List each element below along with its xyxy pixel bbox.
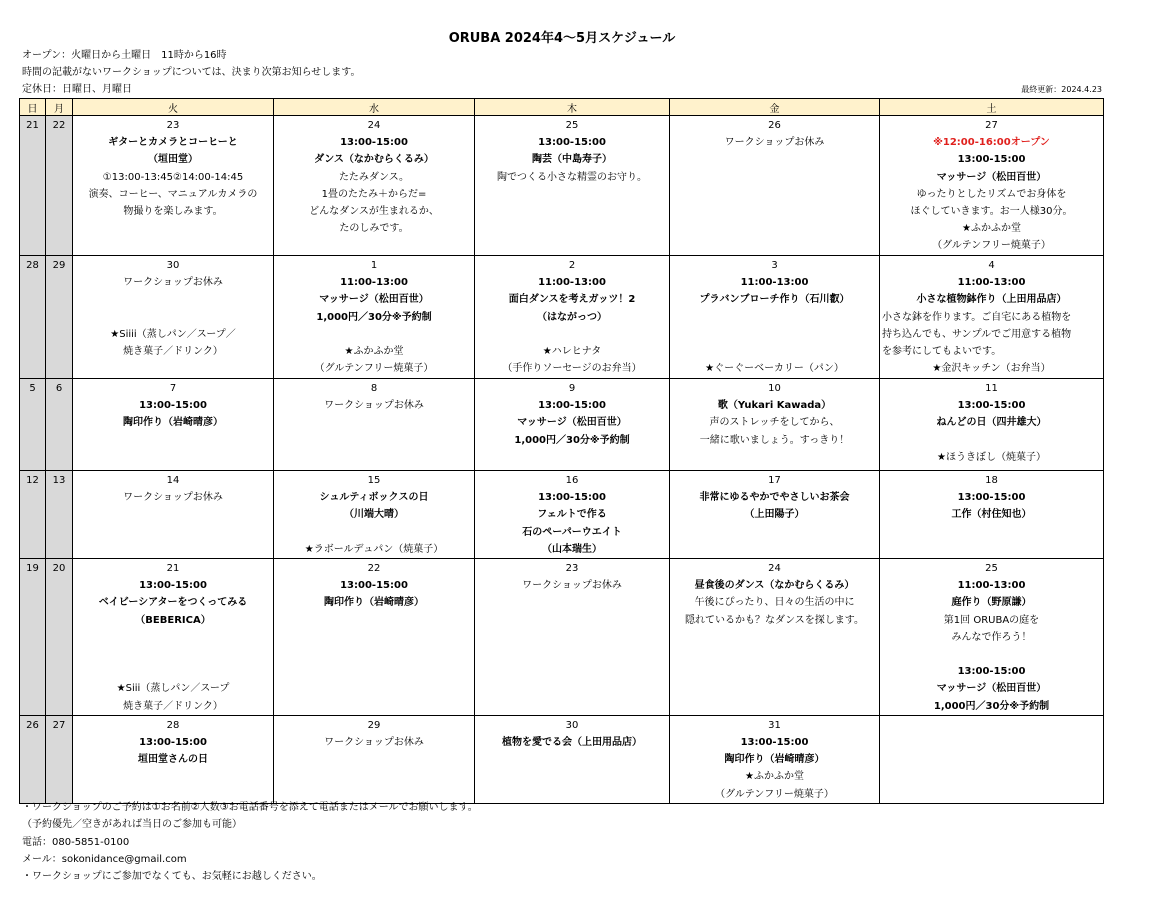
schedule-line: たのしみです。 xyxy=(339,223,409,235)
schedule-line xyxy=(73,663,273,680)
schedule-line: （山本瑞生） xyxy=(542,543,602,555)
day-number: 15 xyxy=(367,475,381,486)
schedule-line: ★ほうきぼし（焼菓子） xyxy=(937,451,1046,463)
schedule-line: 13:00-15:00 xyxy=(957,492,1026,504)
day-cell-fri xyxy=(670,559,880,716)
day-cell-thu xyxy=(475,471,670,559)
schedule-line: 1,000円／30分※予約制 xyxy=(514,434,630,446)
schedule-line: みんなで作ろう！ xyxy=(951,631,1032,643)
schedule-line: ほぐしていきます。お一人様30分。 xyxy=(910,206,1073,218)
schedule-line xyxy=(670,343,879,360)
sunday-date: 26 xyxy=(20,715,46,803)
week-row xyxy=(20,471,1104,559)
schedule-line: ワークショップお休み xyxy=(724,137,825,149)
schedule-line: ★ふかふか堂 xyxy=(962,223,1021,235)
day-cell-tue xyxy=(73,116,274,256)
day-cell-wed xyxy=(274,559,475,716)
schedule-line: 11:00-13:00 xyxy=(740,277,809,289)
schedule-line: ワークショップお休み xyxy=(522,580,622,592)
schedule-line xyxy=(880,646,1103,663)
closed-days-text: 定休日：日曜日、月曜日 xyxy=(22,84,132,95)
schedule-line: 隠れているかも？なダンスを探します。 xyxy=(685,614,864,626)
day-number: 4 xyxy=(988,260,995,271)
schedule-line: マッサージ（松田百世） xyxy=(319,294,429,306)
day-number: 29 xyxy=(367,719,381,731)
schedule-line: 陶印作り（岩崎晴彦） xyxy=(724,754,825,766)
week-row xyxy=(20,116,1104,256)
schedule-line: 焼き菓子／ドリンク） xyxy=(123,700,223,712)
schedule-line: ※12:00-16:00オープン xyxy=(933,137,1050,149)
schedule-line xyxy=(73,309,273,326)
schedule-line xyxy=(73,291,273,308)
monday-date: 13 xyxy=(46,471,73,559)
schedule-line: 1,000円／30分※予約制 xyxy=(316,311,432,323)
day-number: 1 xyxy=(370,260,378,271)
sunday-date: 19 xyxy=(20,559,46,716)
schedule-line: 1,000円／30分※予約制 xyxy=(933,700,1050,712)
opening-hours-text: オープン：火曜日から土曜日 11時から16時 xyxy=(22,50,227,61)
day-cell-sat xyxy=(880,559,1104,716)
day-cell-sat xyxy=(880,715,1104,803)
schedule-line: 植物を愛でる会（上田用品店） xyxy=(502,737,642,749)
day-number: 10 xyxy=(768,383,781,394)
day-number: 30 xyxy=(565,719,579,731)
day-cell-fri xyxy=(670,715,880,803)
schedule-line: 13:00-15:00 xyxy=(957,666,1026,678)
sunday-date: 12 xyxy=(20,471,46,559)
schedule-line: 13:00-15:00 xyxy=(139,580,207,592)
day-number: 24 xyxy=(768,563,781,575)
schedule-line: ★金沢キッチン（お弁当） xyxy=(932,363,1051,375)
schedule-line: ねんどの日（四井雄大） xyxy=(936,417,1047,429)
day-cell-fri xyxy=(670,471,880,559)
schedule-line: 昼食後のダンス（なかむらくるみ） xyxy=(694,580,855,592)
schedule-line: ゆったりとしたリズムでお身体を xyxy=(916,188,1067,200)
day-number: 16 xyxy=(565,475,579,486)
schedule-line: 13:00-15:00 xyxy=(740,737,809,749)
schedule-line: 陶印作り（岩崎晴彦） xyxy=(123,417,223,429)
schedule-line: 1畳のたたみ＋からだ= xyxy=(321,188,427,200)
day-cell-tue xyxy=(73,379,274,471)
schedule-line: ギターとカメラとコーヒーと xyxy=(108,137,238,149)
schedule-line: シュルティボックスの日 xyxy=(319,492,429,504)
day-cell-sat xyxy=(880,379,1104,471)
schedule-line xyxy=(274,524,474,541)
schedule-line: 11:00-13:00 xyxy=(957,580,1026,592)
schedule-line: プラバンブローチ作り（石川叡） xyxy=(699,294,850,306)
schedule-line xyxy=(73,646,273,663)
day-cell-wed xyxy=(274,715,475,803)
reservation-note: ・ワークショップのご予約は①お名前②人数③お電話番号を添えて電話またはメールでお願いします。 xyxy=(22,802,478,813)
week-row xyxy=(20,559,1104,716)
last-updated: 最終更新：2024.4.23 xyxy=(1021,85,1102,94)
schedule-line: （BEBERICA） xyxy=(135,614,211,626)
monday-date: 20 xyxy=(46,559,73,716)
schedule-line: （上田陽子） xyxy=(744,509,805,521)
day-cell-thu xyxy=(475,116,670,256)
header-row xyxy=(20,99,1104,116)
schedule-line: たたみダンス。 xyxy=(338,171,410,183)
schedule-line: ★ふかふか堂 xyxy=(745,771,804,783)
day-number: 8 xyxy=(370,383,378,394)
header-mon: 月 xyxy=(46,99,73,116)
schedule-line: ★ハレヒナタ xyxy=(542,346,602,357)
day-cell-tue xyxy=(73,256,274,379)
header-fri: 金 xyxy=(670,99,880,116)
schedule-line: 小さな植物鉢作り（上田用品店） xyxy=(916,294,1067,306)
schedule-line: ワークショップお休み xyxy=(123,492,223,504)
day-number: 22 xyxy=(367,563,381,575)
intro-block xyxy=(22,47,361,98)
schedule-line: 面白ダンスを考えガッツ！2 xyxy=(508,294,636,306)
page-title: ORUBA 2024年4〜5月スケジュール xyxy=(448,31,676,46)
schedule-line: 垣田堂さんの日 xyxy=(138,754,208,766)
schedule-line: 声のストレッチをしてから、 xyxy=(709,417,840,429)
monday-date: 29 xyxy=(46,256,73,379)
schedule-table xyxy=(19,98,1104,804)
schedule-line: ①13:00-13:45②14:00-14:45 xyxy=(102,171,244,183)
workshop-notice-text: 時間の記載がないワークショップについては、決まり次第お知らせします。 xyxy=(22,67,361,78)
schedule-line: 11:00-13:00 xyxy=(538,277,606,289)
monday-date: 22 xyxy=(46,116,73,256)
schedule-line: 13:00-15:00 xyxy=(340,580,408,592)
schedule-line: 第1回 ORUBAの庭を xyxy=(943,614,1040,626)
schedule-line: 11:00-13:00 xyxy=(340,277,408,289)
schedule-line: ダンス（なかむらくるみ） xyxy=(314,154,434,166)
schedule-line: ワークショップお休み xyxy=(324,400,424,412)
day-number: 27 xyxy=(985,120,998,131)
day-number: 18 xyxy=(985,475,998,486)
day-number: 2 xyxy=(568,260,576,271)
priority-note: （予約優先／空きがあれば当日のご参加も可能） xyxy=(22,819,242,831)
day-number: 25 xyxy=(565,120,579,131)
day-cell-sat xyxy=(880,471,1104,559)
day-cell-wed xyxy=(274,471,475,559)
day-number: 31 xyxy=(768,719,781,731)
day-number: 9 xyxy=(568,383,576,394)
day-cell-thu xyxy=(475,715,670,803)
schedule-line: 石のペーパーウエイト xyxy=(522,526,622,538)
schedule-line: 13:00-15:00 xyxy=(538,492,606,504)
week-row xyxy=(20,379,1104,471)
schedule-line: 一緒に歌いましょう。すっきり！ xyxy=(699,434,850,446)
header-sat: 土 xyxy=(880,99,1104,116)
day-number: 3 xyxy=(771,260,778,271)
day-cell-tue xyxy=(73,559,274,716)
day-number: 23 xyxy=(565,563,579,575)
schedule-line xyxy=(880,432,1103,449)
schedule-line: （手作りソーセージのお弁当） xyxy=(502,363,642,375)
schedule-line: 陶印作り（岩崎晴彦） xyxy=(324,597,424,609)
day-cell-thu xyxy=(475,379,670,471)
welcome-note: ・ワークショップにご参加でなくても、お気軽にお越しください。 xyxy=(22,871,322,883)
schedule-line: ★ラボールデュパン（焼菓子） xyxy=(304,543,444,555)
schedule-line: 13:00-15:00 xyxy=(139,737,207,749)
schedule-line: マッサージ（松田百世） xyxy=(517,417,627,429)
header-sun: 日 xyxy=(20,99,46,116)
day-number: 28 xyxy=(166,719,180,731)
day-cell-tue xyxy=(73,715,274,803)
header-tue: 火 xyxy=(73,99,274,116)
day-number: 11 xyxy=(985,383,998,394)
day-number: 25 xyxy=(985,563,998,575)
schedule-line: 焼き菓子／ドリンク） xyxy=(123,345,223,357)
week-row xyxy=(20,715,1104,803)
day-cell-wed xyxy=(274,256,475,379)
schedule-line: 工作（村住知也） xyxy=(951,509,1032,521)
sunday-date: 5 xyxy=(20,379,46,471)
day-cell-tue xyxy=(73,471,274,559)
schedule-line: どんなダンスが生まれるか、 xyxy=(309,206,439,218)
day-number: 21 xyxy=(166,563,180,575)
schedule-line xyxy=(670,326,879,343)
schedule-line: ★ふかふか堂 xyxy=(344,346,404,357)
schedule-line: 13:00-15:00 xyxy=(340,137,408,149)
schedule-line xyxy=(475,326,669,343)
day-number: 14 xyxy=(166,475,180,486)
schedule-line: （垣田堂） xyxy=(148,154,198,166)
day-cell-fri xyxy=(670,116,880,256)
schedule-line: 陶でつくる小さな精霊のお守り。 xyxy=(497,171,647,183)
schedule-line: （グルテンフリー焼菓子） xyxy=(314,363,434,375)
email-text: メール：sokonidance@gmail.com xyxy=(22,853,187,865)
schedule-line: （はながっつ） xyxy=(537,311,607,323)
sunday-date: 28 xyxy=(20,256,46,379)
day-cell-wed xyxy=(274,116,475,256)
monday-date: 27 xyxy=(46,715,73,803)
schedule-line: （川端大晴） xyxy=(344,509,404,521)
day-cell-wed xyxy=(274,379,475,471)
schedule-line: マッサージ（松田百世） xyxy=(936,683,1047,695)
schedule-line: ワークショップお休み xyxy=(123,277,223,289)
schedule-line xyxy=(274,326,474,343)
monday-date: 6 xyxy=(46,379,73,471)
day-cell-sat xyxy=(880,256,1104,379)
day-number: 7 xyxy=(169,383,177,394)
schedule-line xyxy=(73,629,273,646)
schedule-line: （グルテンフリー焼菓子） xyxy=(932,240,1051,252)
schedule-line: 物撮りを楽しみます。 xyxy=(123,206,223,218)
schedule-line: 13:00-15:00 xyxy=(957,154,1026,166)
day-cell-fri xyxy=(670,379,880,471)
header-wed: 水 xyxy=(274,99,475,116)
schedule-line: ベイビーシアターをつくってみる xyxy=(98,597,248,609)
schedule-line: 非常にゆるやかでやさしいお茶会 xyxy=(699,492,850,504)
day-number: 26 xyxy=(768,120,781,131)
footer-notes xyxy=(22,799,478,885)
schedule-line: 歌（Yukari Kawada） xyxy=(717,400,832,412)
day-cell-thu xyxy=(475,256,670,379)
schedule-line: 13:00-15:00 xyxy=(538,400,606,412)
day-number: 17 xyxy=(768,475,781,486)
schedule-line: 庭作り（野原謙） xyxy=(951,597,1032,609)
schedule-line: 持ち込んでも、サンプルでご用意する植物 xyxy=(882,328,1072,340)
schedule-line: （グルテンフリー焼菓子） xyxy=(715,788,834,800)
day-cell-sat xyxy=(880,116,1104,256)
schedule-line: 午後にぴったり、日々の生活の中に xyxy=(694,597,855,609)
sunday-date: 21 xyxy=(20,116,46,256)
schedule-line: 演奏、コーヒー、マニュアルカメラの xyxy=(88,188,258,200)
schedule-line: 陶芸（中島寿子） xyxy=(532,154,612,166)
day-cell-fri xyxy=(670,256,880,379)
schedule-line: 13:00-15:00 xyxy=(538,137,606,149)
schedule-line: ワークショップお休み xyxy=(324,737,424,749)
schedule-line: 11:00-13:00 xyxy=(957,277,1026,289)
phone-text: 電話：080-5851-0100 xyxy=(22,836,130,848)
schedule-line: ★ぐーぐーベーカリー（パン） xyxy=(705,363,844,375)
day-cell-thu xyxy=(475,559,670,716)
schedule-line xyxy=(670,309,879,326)
schedule-line: 小さな鉢を作ります。ご自宅にある植物を xyxy=(882,311,1072,323)
schedule-line: 13:00-15:00 xyxy=(957,400,1026,412)
day-number: 23 xyxy=(166,120,180,131)
schedule-line: フェルトで作る xyxy=(537,509,607,521)
schedule-line: ★Siiii（蒸しパン／スープ／ xyxy=(110,328,236,340)
day-number: 30 xyxy=(166,260,180,271)
day-number: 24 xyxy=(367,120,381,131)
header-thu: 木 xyxy=(475,99,670,116)
schedule-line: 13:00-15:00 xyxy=(139,400,207,412)
schedule-line: ★Siii（蒸しパン／スープ xyxy=(116,683,230,695)
schedule-line: を参考にしてもよいです。 xyxy=(882,346,1002,358)
week-row xyxy=(20,256,1104,379)
schedule-line: マッサージ（松田百世） xyxy=(936,171,1047,183)
